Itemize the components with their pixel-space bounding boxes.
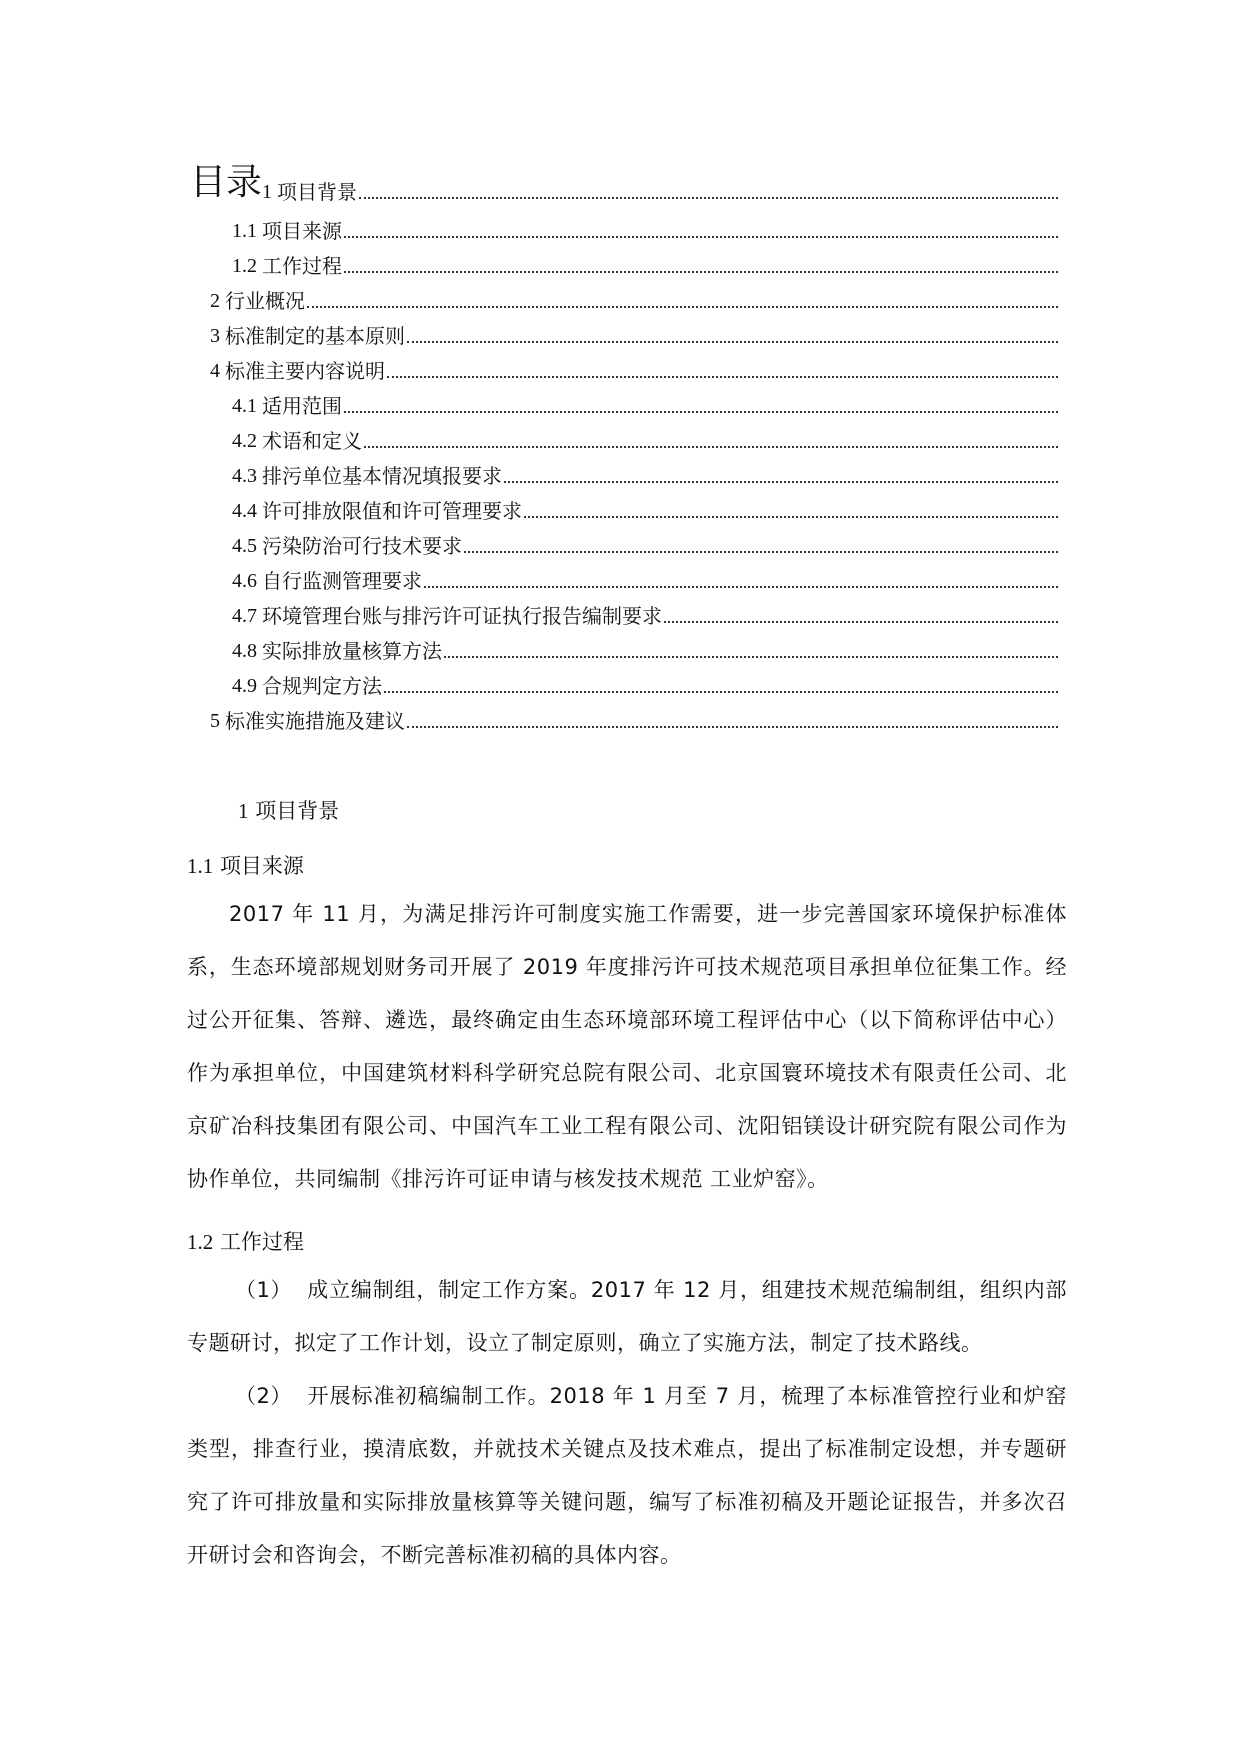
toc-entry[interactable] <box>232 459 1058 489</box>
toc-entry-label: 自行监测管理要求 <box>262 569 422 593</box>
toc-entry[interactable] <box>210 319 1058 349</box>
toc-leader-dots <box>664 620 1058 623</box>
toc-entry[interactable] <box>232 424 1058 454</box>
toc-entry-number: 4.9 <box>232 675 257 697</box>
toc-entry-number: 4.4 <box>232 500 257 522</box>
toc-entry-number: 1.2 <box>232 255 257 277</box>
toc-entry-number: 4.7 <box>232 605 257 627</box>
toc-entry-number: 2 <box>210 290 220 312</box>
toc-leader-dots <box>464 550 1058 553</box>
toc-leader-dots <box>384 690 1058 693</box>
section-heading <box>238 796 339 826</box>
section-title: 项目背景 <box>255 799 340 823</box>
toc-entry-label: 标准制定的基本原则 <box>225 324 405 348</box>
paragraph-text: 2017 年 11 月，为满足排污许可制度实施工作需要，进一步完善国家环境保护标准体系，生态环境部规划财务司开展了 2019 年度排污许可技术规范项目承担单位征集工作。经过公开征集、答辩、遴选，最终确定由生态环境部环境工程评估中心（以下简称评估中心）作为承担单位，中国建筑材料科学研究总院有限公司、北京国寰环境技术有限责任公司、北京矿冶科技集团有限公司、中国汽车工业工程有限公司、沈阳铝镁设计研究院有限公司作为协作单位，共同编制《排污许可证申请与核发技术规范 工业炉窑》。 <box>187 902 1067 1191</box>
subsection-heading <box>187 851 304 881</box>
toc-leader-dots <box>407 725 1058 728</box>
subsection-number: 1.1 <box>187 854 214 878</box>
toc-entry[interactable] <box>210 704 1058 734</box>
subsection-title: 工作过程 <box>219 1230 304 1254</box>
toc-entry[interactable] <box>232 214 1058 244</box>
toc-leader-dots <box>364 445 1058 448</box>
toc-entry-number: 5 <box>210 710 220 732</box>
toc-entry-number: 4.3 <box>232 465 257 487</box>
toc-entry[interactable] <box>210 354 1058 384</box>
toc-entry-label: 环境管理台账与排污许可证执行报告编制要求 <box>262 604 662 628</box>
toc-entry-label: 术语和定义 <box>262 429 362 453</box>
toc-entry[interactable] <box>232 494 1058 524</box>
subsection-number: 1.2 <box>187 1230 214 1254</box>
toc-entry-label: 实际排放量核算方法 <box>262 639 442 663</box>
item-marker: （2） <box>235 1384 292 1408</box>
section-number: 1 <box>238 799 249 823</box>
paragraph-item-1 <box>187 1264 1067 1370</box>
toc-entry-label: 工作过程 <box>262 254 342 278</box>
toc-entry-label: 标准实施措施及建议 <box>225 709 405 733</box>
toc-entry[interactable] <box>232 389 1058 419</box>
toc-leader-dots <box>344 410 1058 413</box>
toc-entry-number: 3 <box>210 325 220 347</box>
toc-entry-number: 1.1 <box>232 220 257 242</box>
toc-entry[interactable] <box>232 634 1058 664</box>
paragraph-text: 开展标准初稿编制工作。2018 年 1 月至 7 月，梳理了本标准管控行业和炉窑类型，排查行业，摸清底数，并就技术关键点及技术难点，提出了标准制定设想，并专题研究了许可排放量和实际排放量核算等关键问题，编写了标准初稿及开题论证报告，并多次召开研讨会和咨询会，不断完善标准初稿的具体内容。 <box>187 1384 1067 1567</box>
toc-entry-label: 合规判定方法 <box>262 674 382 698</box>
toc-entry[interactable] <box>262 175 1058 205</box>
toc-entry-number: 4.6 <box>232 570 257 592</box>
toc-entry[interactable] <box>232 669 1058 699</box>
toc-leader-dots <box>504 480 1058 483</box>
toc-entry-label: 污染防治可行技术要求 <box>262 534 462 558</box>
toc-entry-label: 项目背景 <box>277 180 357 204</box>
toc-entry[interactable] <box>232 249 1058 279</box>
toc-leader-dots <box>307 305 1058 308</box>
toc-entry-number: 4.5 <box>232 535 257 557</box>
subsection-title: 项目来源 <box>219 854 304 878</box>
paragraph-project-source <box>187 888 1067 1206</box>
toc-leader-dots <box>387 375 1058 378</box>
paragraph-item-2 <box>187 1370 1067 1582</box>
toc-entry-label: 许可排放限值和许可管理要求 <box>262 499 522 523</box>
paragraph-text: 成立编制组，制定工作方案。2017 年 12 月，组建技术规范编制组，组织内部专题研讨，拟定了工作计划，设立了制定原则，确立了实施方法，制定了技术路线。 <box>187 1278 1067 1355</box>
toc-entry-label: 行业概况 <box>225 289 305 313</box>
toc-entry-number: 4 <box>210 360 220 382</box>
item-marker: （1） <box>235 1278 292 1302</box>
toc-entry-label: 排污单位基本情况填报要求 <box>262 464 502 488</box>
toc-entry-label: 标准主要内容说明 <box>225 359 385 383</box>
toc-entry[interactable] <box>232 529 1058 559</box>
toc-leader-dots <box>407 340 1058 343</box>
toc-entry-number: 4.2 <box>232 430 257 452</box>
toc-leader-dots <box>359 196 1058 199</box>
toc-leader-dots <box>524 515 1058 518</box>
toc-entry[interactable] <box>210 284 1058 314</box>
toc-entry-number: 1 <box>262 181 272 203</box>
toc-entry[interactable] <box>232 564 1058 594</box>
toc-leader-dots <box>444 655 1058 658</box>
toc-entry-label: 适用范围 <box>262 394 342 418</box>
toc-heading: 目录 <box>190 162 263 203</box>
toc-leader-dots <box>344 235 1058 238</box>
toc-entry[interactable] <box>232 599 1058 629</box>
toc-entry-number: 4.8 <box>232 640 257 662</box>
toc-entry-number: 4.1 <box>232 395 257 417</box>
toc-leader-dots <box>344 270 1058 273</box>
toc-entry-label: 项目来源 <box>262 219 342 243</box>
subsection-heading <box>187 1227 304 1257</box>
toc-leader-dots <box>424 585 1058 588</box>
